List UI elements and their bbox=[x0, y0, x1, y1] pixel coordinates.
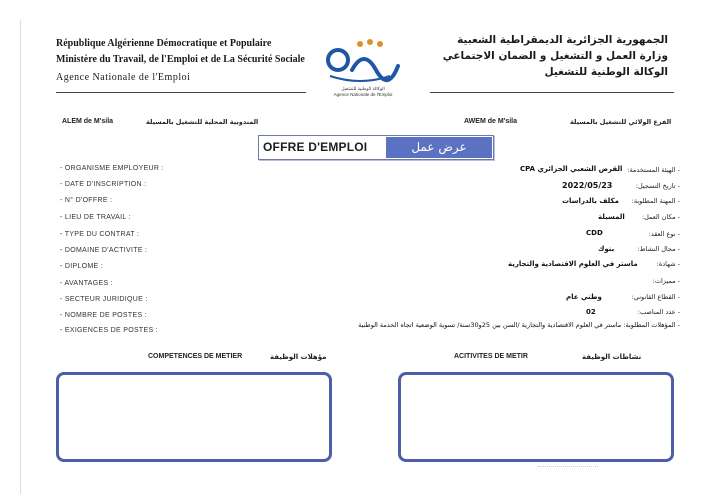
label-date-ar: - تاريخ التسجيل: bbox=[635, 182, 680, 190]
alem-label-fr: ALEM de M'sila bbox=[62, 118, 114, 125]
agency-name-ar: الوكالة الوطنية للتشغيل bbox=[544, 66, 668, 78]
value-activity: بنوك bbox=[598, 245, 615, 253]
header-arabic bbox=[443, 32, 668, 80]
competences-heading-ar: مؤهلات الوظيفة bbox=[270, 353, 327, 361]
label-workplace: - LIEU DE TRAVAIL : bbox=[60, 214, 131, 221]
label-positions-ar: - عدد المناصب: bbox=[637, 308, 680, 316]
label-sector-ar: - القطاع القانوني: bbox=[631, 293, 680, 301]
value-sector: وطني عام bbox=[566, 293, 602, 301]
awem-label-fr: AWEM de M'sila bbox=[464, 118, 518, 125]
label-diploma: - DIPLOME : bbox=[60, 263, 103, 270]
value-diploma: ماستر في العلوم الاقتصادية والتجارية bbox=[508, 260, 638, 268]
logo-caption bbox=[316, 86, 410, 98]
header-divider-left bbox=[56, 92, 306, 93]
label-workplace-ar: - مكان العمل: bbox=[641, 213, 680, 221]
value-contract: CDD bbox=[586, 229, 603, 237]
label-profession-ar: - المهنة المطلوبة: bbox=[631, 197, 680, 205]
competences-box bbox=[56, 372, 332, 462]
label-date: - DATE D'INSCRIPTION : bbox=[60, 181, 147, 188]
label-contract: - TYPE DU CONTRAT : bbox=[60, 231, 140, 238]
header-french bbox=[56, 36, 305, 86]
requirements-text-ar: - المؤهلات المطلوبة: ماستر في العلوم الاقتصادية والتجارية /السن بين 25و30سنة/ تسوية الوضعية اتجاه الخدمة الوطنية bbox=[358, 321, 680, 329]
value-workplace: المسيلة bbox=[598, 213, 625, 221]
value-positions: 02 bbox=[586, 308, 596, 316]
alem-label-ar: المندوبية المحلية للتشغيل بالمسيلة bbox=[146, 118, 259, 126]
label-positions: - NOMBRE DE POSTES : bbox=[60, 312, 147, 319]
agency-name-fr: Agence Nationale de l'Emploi bbox=[56, 72, 191, 83]
ministry-name-ar: وزارة العمل و التشغيل و الضمان الاجتماعي bbox=[442, 50, 668, 62]
label-diploma-ar: - شهادة: bbox=[656, 260, 680, 268]
ministry-name-fr: Ministère du Travail, de l'Emploi et de La Sécurité Sociale bbox=[56, 54, 305, 65]
label-activity: - DOMAINE D'ACTIVITE : bbox=[60, 247, 148, 254]
label-contract-ar: - نوع العقد: bbox=[648, 230, 680, 238]
label-activity-ar: - مجال النشاط: bbox=[637, 245, 680, 253]
awem-label-ar: الفرع الولائي للتشغيل بالمسيلة bbox=[570, 118, 672, 126]
competences-heading-fr: COMPETENCES DE METIER bbox=[148, 353, 243, 360]
republic-name-fr: République Algérienne Démocratique et Populaire bbox=[56, 38, 272, 49]
header-divider-right bbox=[430, 92, 674, 93]
label-offer-number: - N° D'OFFRE : bbox=[60, 197, 113, 204]
job-offer-banner bbox=[258, 135, 494, 160]
value-employer: القرض الشعبي الجزائري CPA bbox=[520, 165, 623, 173]
label-organisme: - ORGANISME EMPLOYEUR : bbox=[60, 165, 164, 172]
value-profession: مكلف بالدراسات bbox=[562, 197, 619, 205]
activites-heading-fr: ACITIVITES DE METIR bbox=[454, 353, 528, 360]
label-sector: - SECTEUR JURIDIQUE : bbox=[60, 296, 148, 303]
republic-name-ar: الجمهورية الجزائرية الديمقراطية الشعبية bbox=[457, 34, 668, 46]
label-requirements: - EXIGENCES DE POSTES : bbox=[60, 327, 158, 334]
activites-heading-ar: نشاطات الوظيفة bbox=[582, 353, 642, 361]
banner-title-ar: عرض عمل bbox=[386, 137, 492, 158]
logo-caption-ar: الوكالة الوطنية للتشغيل bbox=[341, 86, 385, 91]
value-date: 2022/05/23 bbox=[562, 181, 613, 190]
banner-title-fr: OFFRE D'EMPLOI bbox=[263, 140, 368, 154]
activites-box bbox=[398, 372, 674, 462]
logo-caption-fr: Agence Nationale de l'Emploi bbox=[333, 92, 393, 97]
label-employer-ar: - الهيئة المستخدمة: bbox=[627, 166, 680, 174]
label-advantages: - AVANTAGES : bbox=[60, 280, 113, 287]
footer-faint-mark bbox=[538, 466, 598, 470]
label-advantages-ar: - مميزات: bbox=[652, 277, 680, 285]
